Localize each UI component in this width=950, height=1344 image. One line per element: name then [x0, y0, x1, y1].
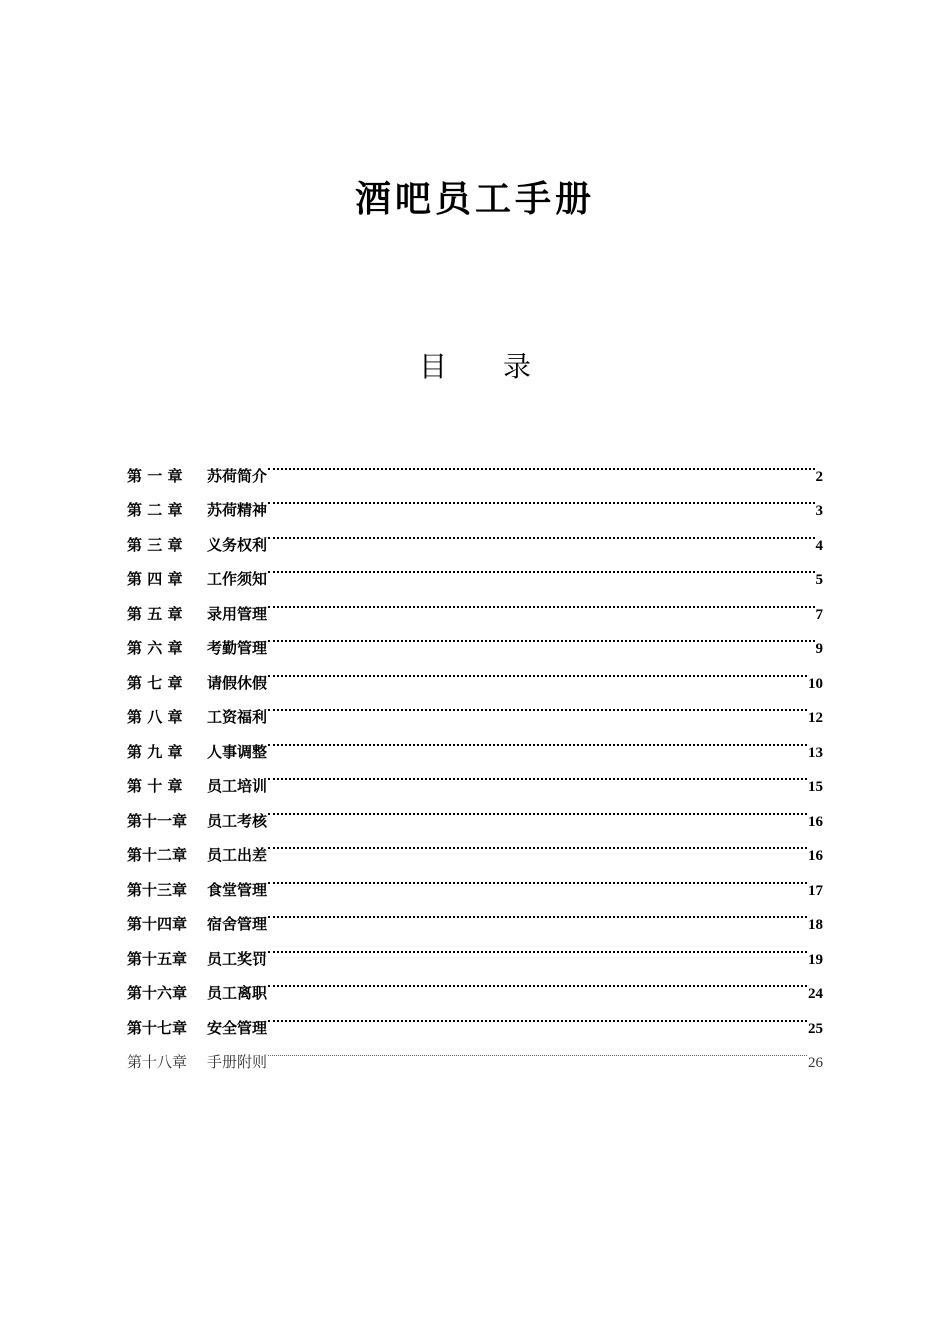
- toc-dot-leader: [268, 481, 814, 516]
- toc-chapter-name: 员工出差: [207, 846, 268, 864]
- toc-chapter-label: 第 六 章: [127, 639, 183, 657]
- toc-page-number: 4: [815, 537, 823, 554]
- toc-dot-leader: [268, 964, 807, 999]
- toc-page-number: 16: [808, 848, 823, 864]
- toc-page-number: 13: [808, 744, 823, 761]
- toc-dot-leader: [268, 688, 807, 723]
- toc-page-number: 15: [808, 779, 823, 795]
- toc-chapter-label: 第十六章: [127, 984, 188, 1002]
- toc-chapter-label: 第十七章: [127, 1018, 188, 1037]
- toc-chapter-name: 人事调整: [207, 742, 268, 761]
- toc-page-number: 17: [808, 882, 823, 899]
- toc-heading-left: 目: [418, 350, 447, 383]
- toc-chapter-label: 第 十 章: [127, 777, 183, 795]
- toc-chapter-name: 苏荷精神: [207, 501, 268, 519]
- toc-heading-right: 录: [503, 350, 532, 383]
- toc-dot-leader: [268, 584, 814, 619]
- document-title: 酒吧员工手册: [354, 178, 595, 220]
- toc-chapter-name: 考勤管理: [207, 639, 268, 657]
- toc-page-number: 7: [815, 606, 823, 623]
- toc-page-number: 18: [808, 917, 823, 933]
- toc-chapter-name: 员工离职: [207, 984, 268, 1002]
- toc-chapter-label: 第十一章: [127, 811, 188, 830]
- toc-chapter-name: 请假休假: [207, 673, 268, 692]
- toc-page-number: 19: [808, 951, 823, 968]
- toc-chapter-label: 第 五 章: [127, 604, 183, 623]
- toc-page-number: 12: [808, 710, 823, 726]
- toc-chapter-name: 手册附则: [207, 1053, 268, 1071]
- toc-page-number: 24: [808, 986, 823, 1002]
- toc-page-number: 10: [808, 675, 823, 692]
- toc-dot-leader: [268, 895, 807, 930]
- toc-chapter-label: 第十二章: [127, 846, 188, 864]
- toc-page-number: 26: [808, 1055, 823, 1071]
- toc-chapter-name: 员工考核: [207, 811, 268, 830]
- toc-dot-leader: [268, 791, 807, 826]
- toc-heading: [0, 346, 950, 388]
- toc-dot-leader: [268, 653, 807, 688]
- toc-entry[interactable]: [127, 446, 823, 485]
- toc-chapter-label: 第 八 章: [127, 708, 183, 726]
- toc-chapter-name: 义务权利: [207, 535, 268, 554]
- toc-chapter-name: 食堂管理: [207, 880, 268, 899]
- toc-chapter-name: 宿舍管理: [207, 915, 268, 933]
- toc-chapter-name: 苏荷简介: [207, 466, 268, 485]
- toc-dot-leader: [268, 619, 814, 654]
- toc-dot-leader: [268, 550, 814, 585]
- toc-dot-leader: [268, 515, 814, 550]
- toc-chapter-label: 第十五章: [127, 949, 188, 968]
- toc-page-number: 9: [815, 641, 823, 657]
- toc-chapter-label: 第 二 章: [127, 501, 183, 519]
- table-of-contents: [127, 446, 823, 1071]
- toc-page-number: 25: [808, 1020, 823, 1037]
- toc-dot-leader: [268, 722, 807, 757]
- toc-dot-leader: [268, 998, 807, 1033]
- toc-chapter-label: 第 九 章: [127, 742, 183, 761]
- toc-chapter-name: 员工奖罚: [207, 949, 268, 968]
- toc-chapter-label: 第十三章: [127, 880, 188, 899]
- toc-dot-leader: [268, 446, 814, 481]
- toc-chapter-label: 第 四 章: [127, 570, 183, 588]
- toc-dot-leader: [268, 1033, 807, 1068]
- toc-dot-leader: [268, 929, 807, 964]
- toc-page-number: 16: [808, 813, 823, 830]
- toc-chapter-label: 第 七 章: [127, 673, 183, 692]
- toc-page-number: 3: [815, 503, 823, 519]
- toc-chapter-name: 录用管理: [207, 604, 268, 623]
- toc-chapter-name: 安全管理: [207, 1018, 268, 1037]
- toc-chapter-label: 第十四章: [127, 915, 188, 933]
- toc-chapter-name: 员工培训: [207, 777, 268, 795]
- toc-chapter-label: 第 一 章: [127, 466, 183, 485]
- toc-page-number: 2: [815, 468, 823, 485]
- toc-dot-leader: [268, 860, 807, 895]
- toc-chapter-label: 第十八章: [127, 1053, 188, 1071]
- toc-dot-leader: [268, 826, 807, 861]
- toc-page-number: 5: [815, 572, 823, 588]
- toc-dot-leader: [268, 757, 807, 792]
- toc-chapter-label: 第 三 章: [127, 535, 183, 554]
- toc-chapter-name: 工资福利: [207, 708, 268, 726]
- toc-chapter-name: 工作须知: [207, 570, 268, 588]
